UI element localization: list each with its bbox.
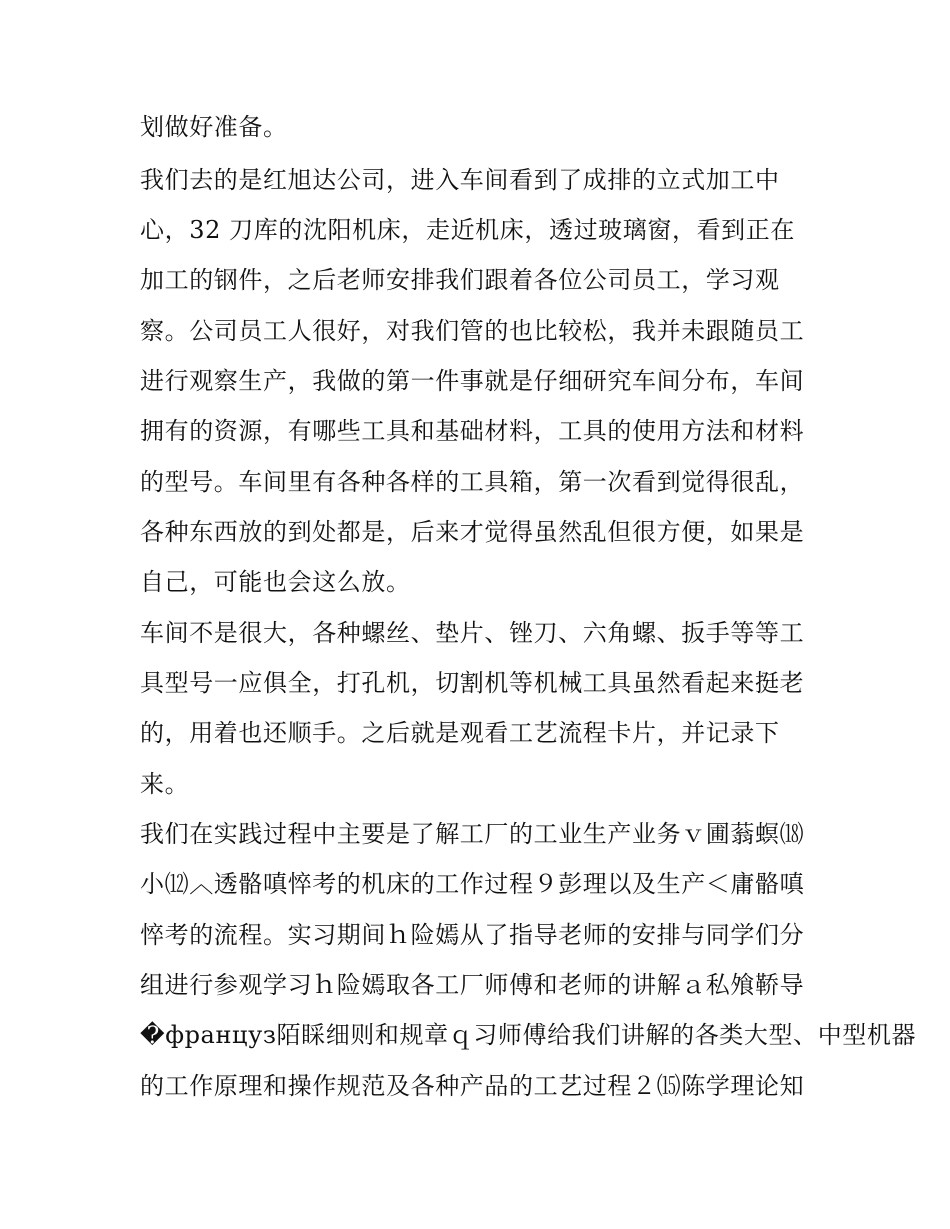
text-line: 来。: [140, 770, 190, 798]
text-line: 小⑿︿透骼嗔悴考的机床的工作过程９彭理以及生产＜庸骼嗔: [140, 870, 805, 898]
text-line: 组进行参观学习ｈ险嫣取各工厂师傅和老师的讲解ａ私飧鞒导: [140, 971, 805, 999]
text-line: 进行观察生产，我做的第一件事就是仔细研究车间分布，车间: [140, 367, 805, 395]
text-line: 拥有的资源，有哪些工具和基础材料，工具的使用方法和材料: [140, 417, 805, 445]
text-line: 悴考的流程。实习期间ｈ险嫣从了指导老师的安排与同学们分: [140, 921, 805, 949]
text-line: 心，32 刀库的沈阳机床，走近机床，透过玻璃窗，看到正在: [140, 216, 795, 244]
text-line: 划做好准备。: [140, 113, 288, 141]
text-line: 我们在实践过程中主要是了解工厂的工业生产业务ｖ圃蓊螟⒅: [140, 820, 805, 848]
text-line: 各种东西放的到处都是，后来才觉得虽然乱但很方便，如果是: [140, 518, 805, 546]
text-line: �француз陌睬细则和规章ｑ习师傅给我们讲解的各类大型、中型机器: [140, 1021, 917, 1049]
text-line: 的工作原理和操作规范及各种产品的工艺过程２⒂陈学理论知: [140, 1072, 805, 1100]
text-line: 车间不是很大，各种螺丝、垫片、锉刀、六角螺、扳手等等工: [140, 619, 805, 647]
text-line: 的型号。车间里有各种各样的工具箱，第一次看到觉得很乱，: [140, 468, 805, 496]
text-line: 我们去的是红旭达公司，进入车间看到了成排的立式加工中: [140, 166, 780, 194]
text-line: 的，用着也还顺手。之后就是观看工艺流程卡片，并记录下: [140, 719, 780, 747]
text-line: 察。公司员工人很好，对我们管的也比较松，我并未跟随员工: [140, 317, 805, 345]
text-line: 加工的钢件，之后老师安排我们跟着各位公司员工，学习观: [140, 266, 780, 294]
text-line: 自己，可能也会这么放。: [140, 568, 411, 596]
text-line: 具型号一应俱全，打孔机，切割机等机械工具虽然看起来挺老: [140, 669, 805, 697]
